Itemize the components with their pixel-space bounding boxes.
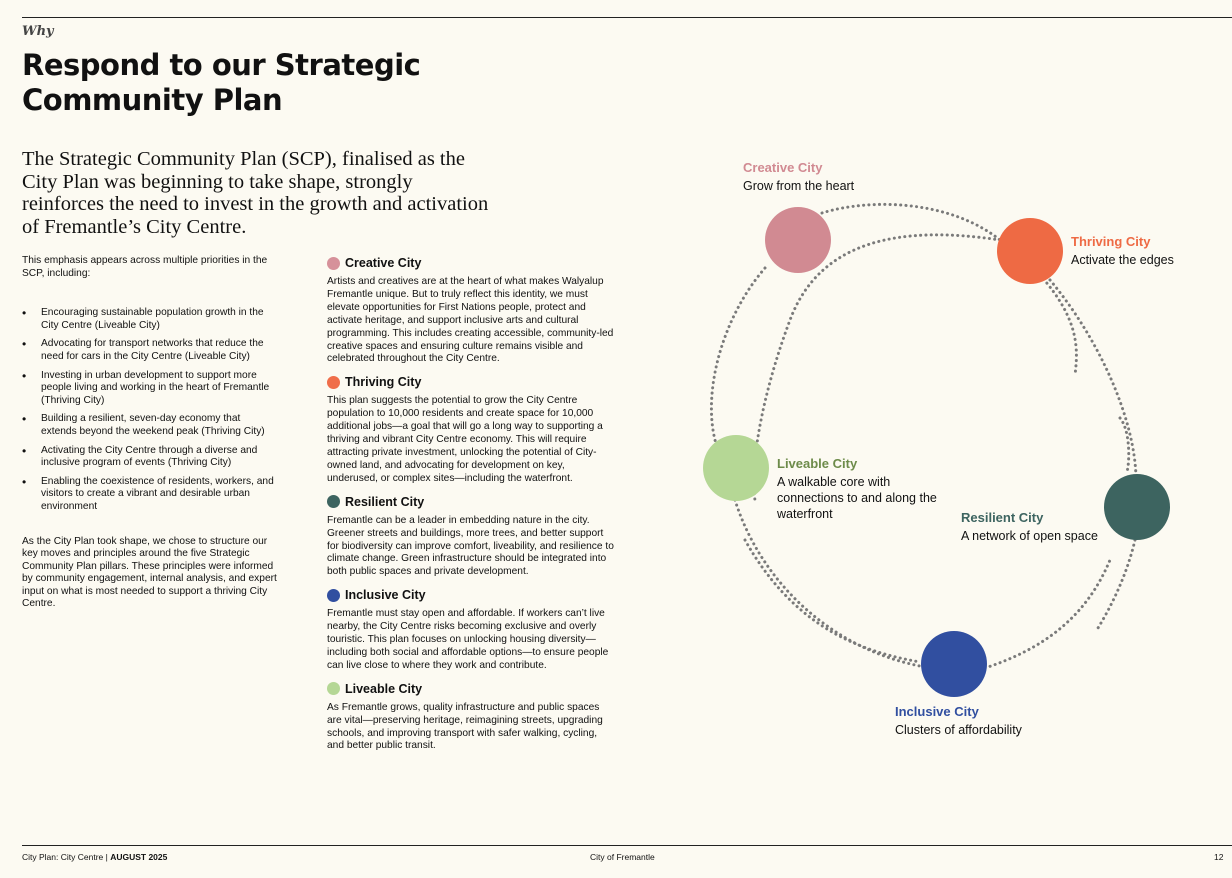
label-subtitle: A network of open space	[961, 529, 1098, 543]
footer-doc	[22, 852, 167, 862]
dotted-path	[1120, 418, 1129, 472]
pillar-heading	[327, 494, 615, 510]
pillar-name: Creative City	[345, 256, 422, 270]
label-title: Inclusive City	[895, 704, 979, 719]
dotted-path	[985, 560, 1110, 668]
section-label: Why	[22, 24, 54, 39]
page-title-line1: Respond to our Strategic	[22, 48, 421, 82]
list-item: • Activating the City Centre through a diverse and inclusive program of events (Thriving City)	[22, 445, 277, 470]
dotted-path	[1098, 540, 1135, 628]
list-item: • Encouraging sustainable population growth in the City Centre (Liveable City)	[22, 307, 277, 332]
pillar-heading	[327, 374, 615, 390]
pillar-name: Thriving City	[345, 375, 422, 390]
label-title: Liveable City	[777, 456, 858, 471]
pillar-text: As Fremantle grows, quality infrastructure and public spaces are vital—preserving heritage, reimagining streets, upgrading schools, and improving transport with safer walking, cycling, and better public transit.	[327, 701, 603, 752]
pillar-heading	[327, 255, 615, 271]
intro-text: This emphasis appears across multiple priorities in the SCP, including:	[22, 255, 268, 279]
closing-text: As the City Plan took shape, we chose to structure our key moves and principles around the five Strategic Community Plan pillars. These principles were informed by community engagement, internal analysis, and expert input on what is most needed to support a thriving City Centre.	[22, 535, 277, 610]
footer-date: AUGUST 2025	[110, 852, 168, 862]
dotted-path	[711, 268, 765, 450]
label-subtitle: Grow from the heart	[743, 179, 855, 193]
circle-icon	[327, 589, 340, 602]
top-rule	[22, 17, 1232, 18]
lead-paragraph: The Strategic Community Plan (SCP), finalised as the City Plan was beginning to take shape, strongly reinforces the need to invest in the growth and activation of Fremantle’s City Centre.	[22, 148, 489, 238]
thriving-city-label	[1071, 234, 1221, 268]
pillar-name: Liveable City	[345, 681, 423, 696]
list-item: • Building a resilient, seven-day economy that extends beyond the weekend peak (Thriving City)	[22, 413, 277, 438]
pillar-heading	[327, 681, 615, 697]
resilient-city-label	[961, 510, 1111, 544]
bottom-rule	[22, 845, 1232, 846]
resilient-city-circle	[1104, 474, 1170, 540]
footer-org: City of Fremantle	[590, 852, 655, 862]
pillar-text: Artists and creatives are at the heart of what makes Walyalup Fremantle unique. But to truly reflect this identity, we must elevate opportunities for First Nations people, protect and activate heritage, and support inclusive arts and cultural programming. This includes creating accessible, community-led creative spaces and ensuring culture remains visible and celebrated throughout the City Centre.	[327, 276, 614, 365]
list-item: • Advocating for transport networks that reduce the need for cars in the City Centre (Liveable City)	[22, 338, 277, 363]
creative-city-label	[743, 160, 943, 194]
pillar-name: Resilient City	[345, 494, 425, 509]
pillar-thriving	[327, 374, 615, 485]
pillar-resilient	[327, 494, 615, 580]
creative-city-circle	[765, 207, 831, 273]
pillar-creative	[327, 255, 615, 366]
page-number: 12	[1214, 852, 1224, 862]
liveable-city-label	[777, 456, 937, 522]
circle-icon	[327, 682, 340, 695]
label-title: Creative City	[743, 160, 823, 175]
dotted-path	[745, 540, 920, 662]
dotted-path	[1040, 275, 1076, 375]
list-item: • Enabling the coexistence of residents, workers, and visitors to create a vibrant and desirable urban environment	[22, 476, 277, 514]
circle-icon	[327, 376, 340, 389]
inclusive-city-circle	[921, 631, 987, 697]
dotted-path	[735, 500, 925, 667]
dotted-path	[1050, 280, 1136, 478]
page-title	[22, 48, 442, 118]
pillar-text: Fremantle can be a leader in embedding nature in the city. Greener streets and buildings, more trees, and better support for biodiversity can improve comfort, liveability, and resilience to climate change. Green infrastructure should be integrated into both public spaces and private development.	[327, 514, 614, 578]
inclusive-city-label	[895, 704, 1075, 738]
circle-icon	[327, 495, 340, 508]
pillar-text: This plan suggests the potential to grow the City Centre population to 10,000 residents and create space for 10,000 additional jobs—a goal that will go a long way to supporting a thriving and vibrant City Centre economy. This will require attracting private investment, unlocking the potential of City-owned land, and advocating for development on key, underused, or complex sites—including the waterfront.	[327, 395, 603, 484]
priority-list	[22, 307, 277, 513]
label-subtitle: Clusters of affordability	[895, 723, 1022, 737]
pillar-inclusive	[327, 587, 615, 673]
label-title: Thriving City	[1071, 234, 1151, 249]
list-item: • Investing in urban development to support more people living and working in the heart of Fremantle (Thriving City)	[22, 370, 277, 408]
intro-column	[22, 255, 277, 611]
pillar-name: Inclusive City	[345, 588, 426, 603]
page-title-line2: Community Plan	[22, 83, 283, 117]
pillar-text: Fremantle must stay open and affordable. If workers can’t live nearby, the City Centre risks becoming exclusive and overly touristic. This plan focuses on unlocking housing diversity—including both social and affordable options—to ensure people can live close to where they work and contribute.	[327, 608, 609, 671]
thriving-city-circle	[997, 218, 1063, 284]
label-subtitle: A walkable core with connections to and along the waterfront	[777, 475, 937, 521]
footer-doc-title: City Plan: City Centre |	[22, 852, 111, 862]
dotted-path	[822, 204, 1000, 240]
pillar-liveable	[327, 681, 615, 754]
pillar-heading	[327, 587, 615, 603]
circle-icon	[327, 257, 340, 270]
label-subtitle: Activate the edges	[1071, 253, 1174, 267]
pillars-column	[327, 255, 615, 761]
liveable-city-circle	[703, 435, 769, 501]
label-title: Resilient City	[961, 510, 1044, 525]
